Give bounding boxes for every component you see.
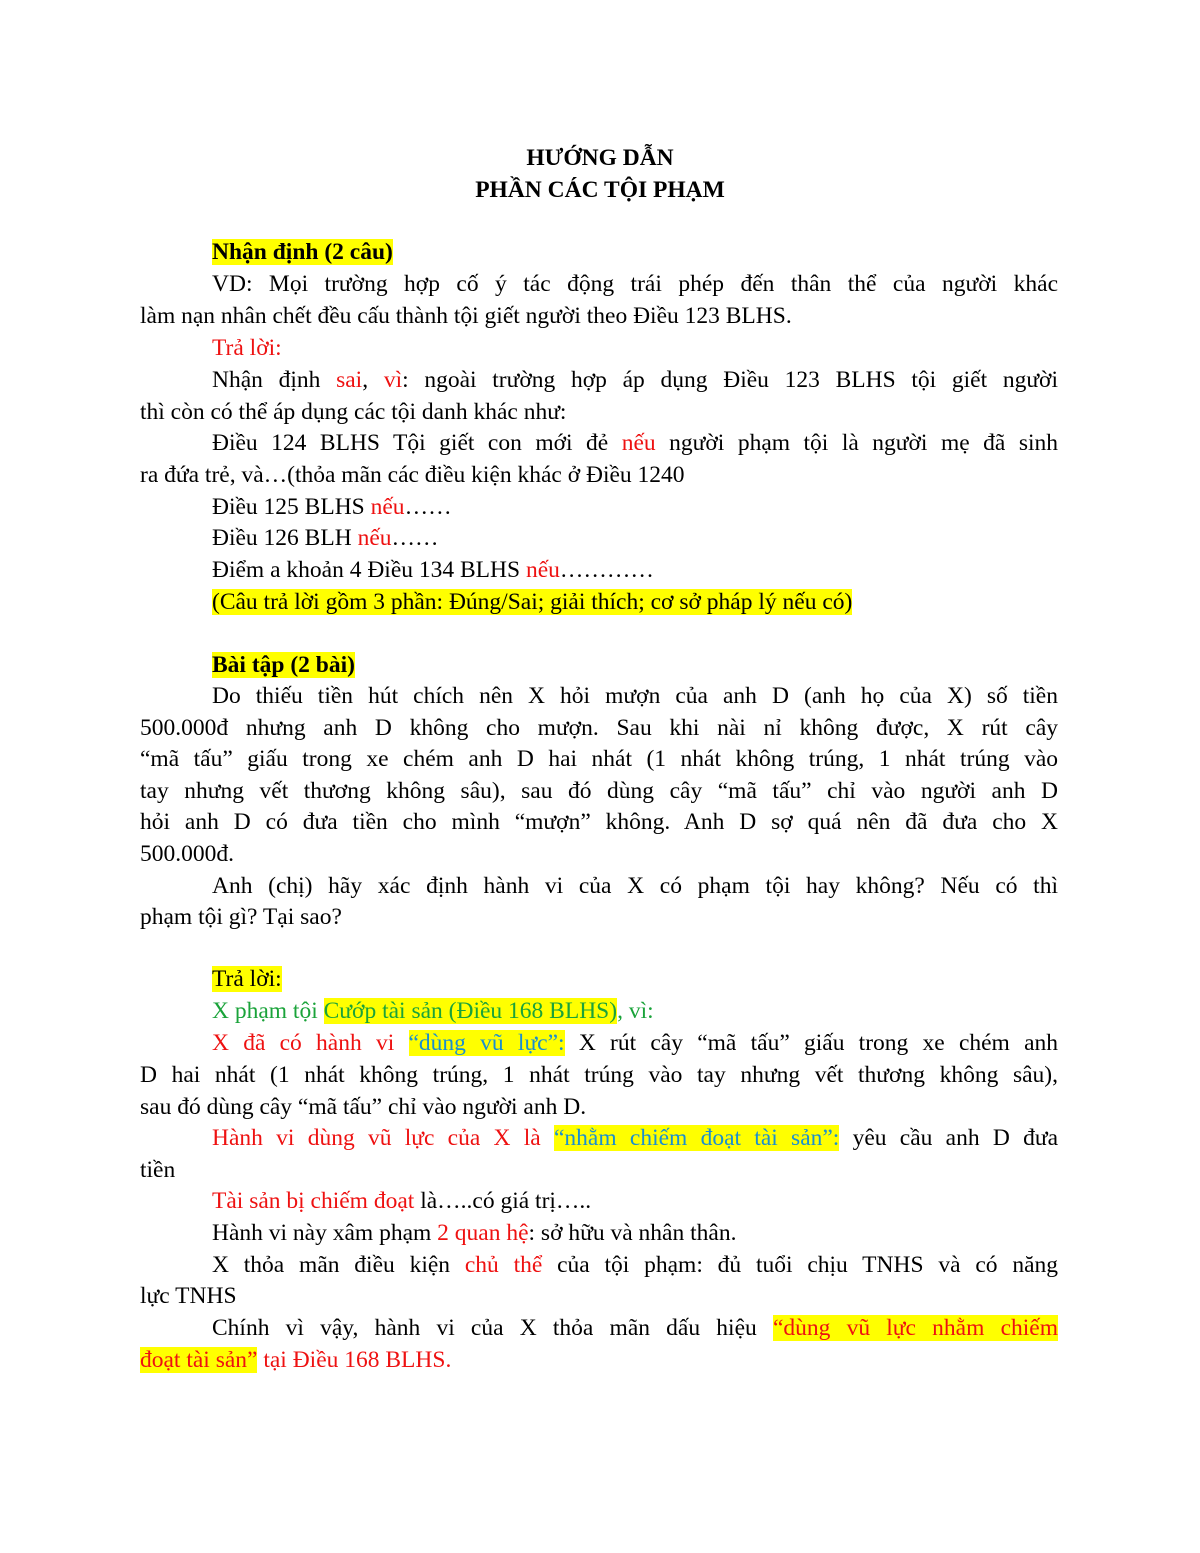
exercise-line-1: Do thiếu tiền hút chích nên X hỏi mượn của anh D (anh họ của X) số tiền [212, 683, 1058, 709]
keyword-neu: nếu [525, 557, 560, 583]
answer2-line-1 [212, 995, 1058, 1027]
text-run: …… [391, 525, 439, 551]
keyword-neu: nếu [370, 494, 405, 520]
answer1-line-2: thì còn có thể áp dụng các tội danh khác như: [140, 399, 567, 425]
section2-heading-text: Bài tập (2 bài) [212, 652, 355, 678]
text-run: : sở hữu và nhân thân. [528, 1220, 737, 1246]
text-run: tại Điều 168 BLHS. [257, 1347, 452, 1373]
keyword-quan-he: 2 quan hệ [437, 1220, 529, 1246]
answer2-line-7 [212, 1185, 1058, 1217]
section1-heading [212, 236, 1058, 268]
note-text: (Câu trả lời gồm 3 phần: Đúng/Sai; giải thích; cơ sở pháp lý nếu có) [212, 589, 853, 615]
keyword-neu: nếu [357, 525, 392, 551]
highlight-conclusion: “dùng vũ lực nhằm chiếm [772, 1315, 1058, 1341]
section2-heading [212, 649, 1058, 681]
text-run: Điều 126 BLH [212, 525, 358, 551]
text-run: của tội phạm: đủ tuổi chịu TNHS và có năng [542, 1252, 1059, 1278]
answer2-line-2 [212, 1027, 1058, 1059]
question-line-1: Anh (chị) hãy xác định hành vi của X có phạm tội hay không? Nếu có thì [212, 873, 1058, 899]
keyword-vi: vì [383, 367, 403, 393]
answer1-line-1 [212, 364, 1058, 396]
text-run: : ngoài trường hợp áp dụng Điều 123 BLHS tội giết người [402, 367, 1059, 393]
answer-label-2 [212, 963, 1058, 995]
text-run: yêu cầu anh D đưa [839, 1125, 1058, 1151]
keyword-sai: sai [336, 367, 363, 393]
example-line-2: làm nạn nhân chết đều cấu thành tội giết người theo Điều 123 BLHS. [140, 303, 792, 329]
example-line-1: VD: Mọi trường hợp cố ý tác động trái phép đến thân thể của người khác [212, 271, 1058, 297]
text-run: người phạm tội là người mẹ đã sinh [655, 430, 1058, 456]
text-run: Chính vì vậy, hành vi của X thỏa mãn dấu hiệu [212, 1315, 773, 1341]
answer1-line-5 [212, 491, 1058, 523]
exercise-line-6: 500.000đ. [140, 841, 234, 867]
text-run: Điều 124 BLHS Tội giết con mới đẻ [212, 430, 622, 456]
text-run: X thỏa mãn điều kiện [212, 1252, 465, 1278]
question-line-2: phạm tội gì? Tại sao? [140, 904, 342, 930]
text-run: Tài sản bị chiếm đoạt [212, 1188, 415, 1214]
highlight-chiem-doat: “nhằm chiếm đoạt tài sản”: [554, 1125, 840, 1151]
keyword-neu: nếu [621, 430, 656, 456]
text-run: …… [404, 494, 452, 520]
text-run: Hành vi này xâm phạm [212, 1220, 438, 1246]
answer2-line-5 [212, 1122, 1058, 1154]
text-run: X đã có hành vi [212, 1030, 409, 1056]
text-run: , [362, 367, 384, 393]
answer1-line-7 [212, 554, 1058, 586]
answer-label-text: Trả lời: [212, 966, 282, 992]
highlight-dung-vu-luc: “dùng vũ lực”: [408, 1030, 565, 1056]
text-run: X rút cây “mã tấu” giấu trong xe chém anh [564, 1030, 1059, 1056]
answer2-line-11 [212, 1312, 1058, 1344]
answer1-line-6 [212, 522, 1058, 554]
text-run: X phạm tội [212, 998, 324, 1024]
exercise-line-3: “mã tấu” giấu trong xe chém anh D hai nhát (1 nhát không trúng, 1 nhát trúng vào [140, 746, 1058, 772]
exercise-line-2: 500.000đ nhưng anh D không cho mượn. Sau khi nài nỉ không được, X rút cây [140, 715, 1058, 741]
answer-format-note [212, 586, 1058, 618]
answer1-line-4: ra đứa trẻ, và…(thỏa mãn các điều kiện khác ở Điều 1240 [140, 462, 685, 488]
text-run: là…..có giá trị….. [414, 1188, 592, 1214]
text-run: Nhận định [212, 367, 337, 393]
answer2-line-9 [212, 1249, 1058, 1281]
document-subtitle: PHẦN CÁC TỘI PHẠM [475, 177, 725, 203]
crime-name: Cướp tài sản (Điều 168 BLHS) [323, 998, 618, 1024]
text-run: Điểm a khoản 4 Điều 134 BLHS [212, 557, 526, 583]
text-run: , vì: [617, 998, 654, 1024]
section1-heading-text: Nhận định (2 câu) [212, 239, 393, 265]
text-run: ………… [559, 557, 654, 583]
document-title: HƯỚNG DẪN [526, 145, 674, 171]
answer-label-1: Trả lời: [212, 335, 282, 361]
exercise-line-5: hỏi anh D có đưa tiền cho mình “mượn” không. Anh D sợ quá nên đã đưa cho X [140, 809, 1058, 835]
answer2-line-4: sau đó dùng cây “mã tấu” chỉ vào người anh D. [140, 1094, 587, 1120]
text-run: Điều 125 BLHS [212, 494, 371, 520]
text-run: Hành vi dùng vũ lực của X là [212, 1125, 554, 1151]
answer2-line-12 [140, 1344, 1058, 1376]
answer2-line-10: lực TNHS [140, 1283, 237, 1309]
answer2-line-6: tiền [140, 1157, 176, 1183]
answer2-line-8 [212, 1217, 1058, 1249]
exercise-line-4: tay nhưng vết thương không sâu), sau đó dùng cây “mã tấu” chỉ vào người anh D [140, 778, 1058, 804]
keyword-chu-the: chủ thể [464, 1252, 543, 1278]
answer1-line-3 [212, 427, 1058, 459]
highlight-conclusion: đoạt tài sản” [140, 1347, 258, 1373]
answer2-line-3: D hai nhát (1 nhát không trúng, 1 nhát trúng vào tay nhưng vết thương không sâu), [140, 1062, 1058, 1088]
